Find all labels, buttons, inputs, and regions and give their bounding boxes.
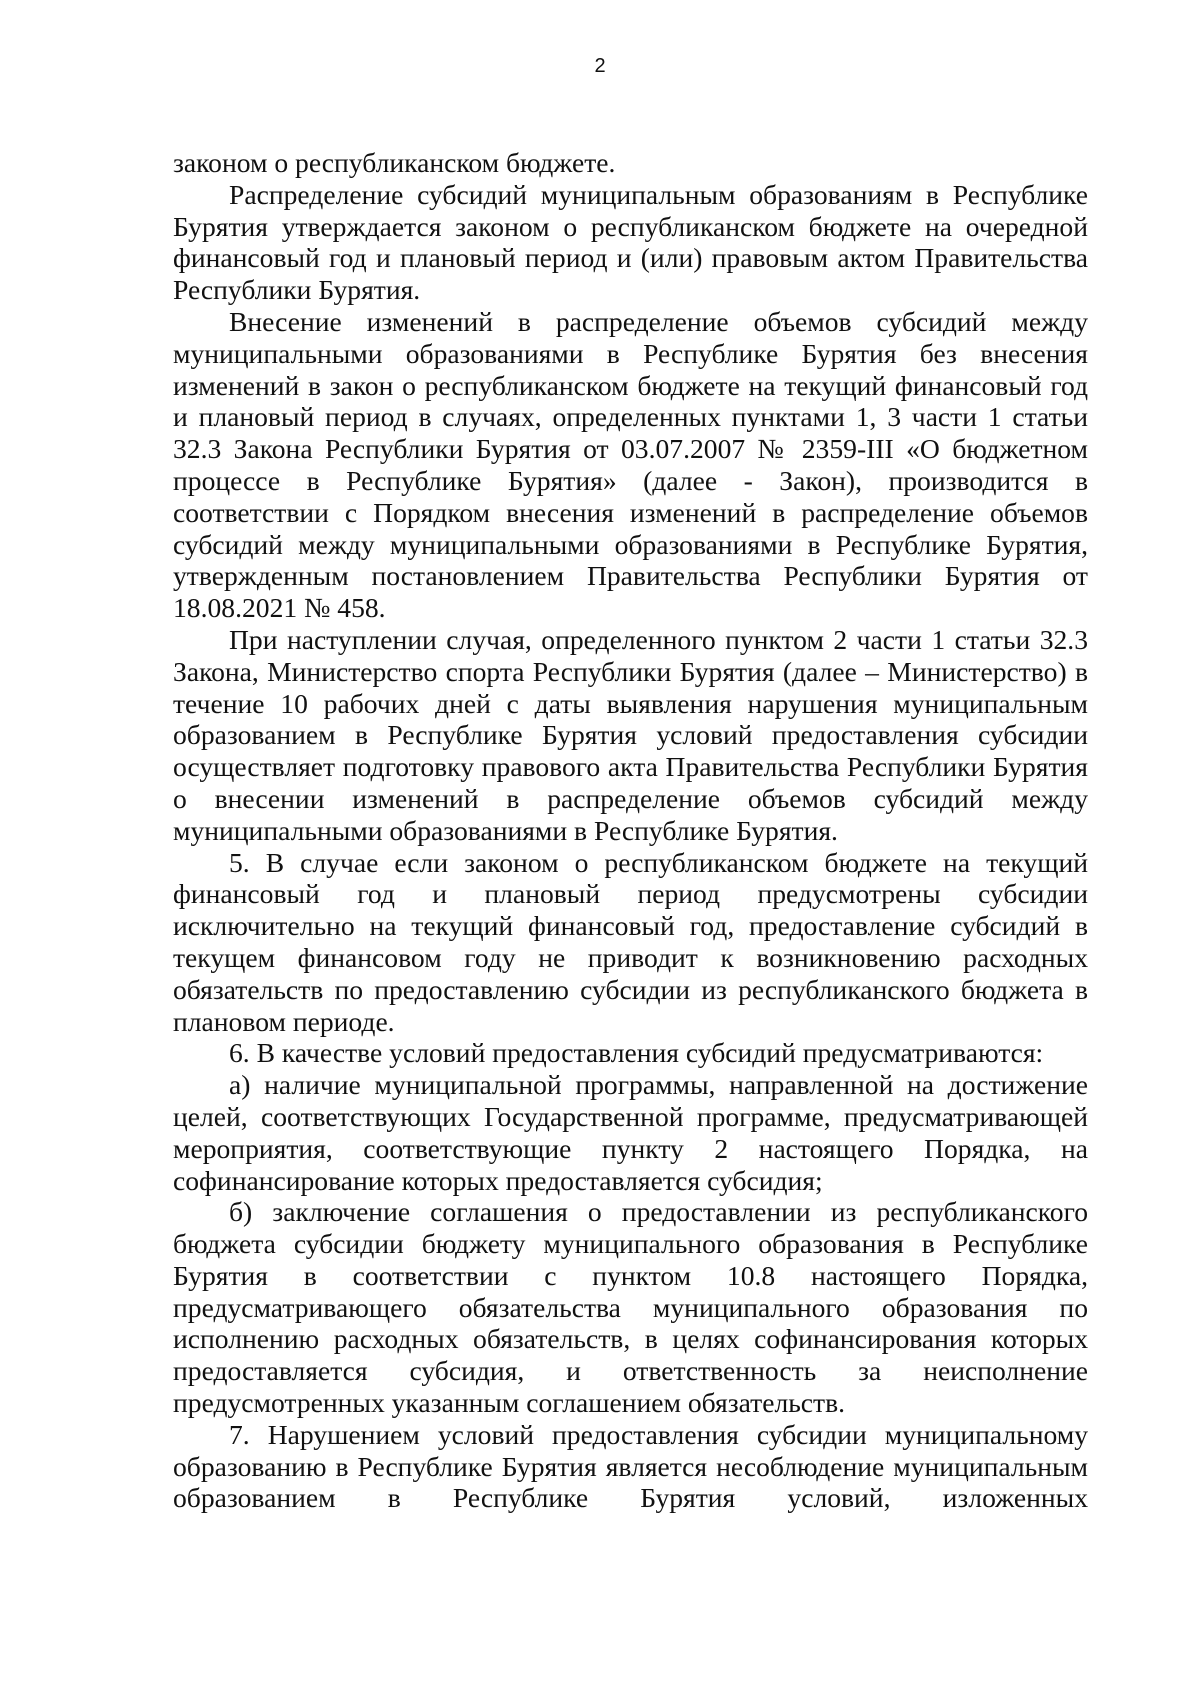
paragraph-item-5: 5. В случае если законом о республиканском бюджете на текущий финансовый год и плановый период предусмотрены субсидии исключительно на текущий финансовый год, предоставление субсидий в текущем финансовом году не приводит к возникновению расходных обязательств по предоставлению субсидии из республиканского бюджета в плановом периоде. — [173, 846, 1088, 1037]
paragraph-distribution-changes: Внесение изменений в распределение объемов субсидий между муниципальными образованиями в Республике Бурятия без внесения изменений в закон о республиканском бюджете на текущий финансовый год и плановый период в случаях, определенных пунктами 1, 3 части 1 статьи 32.3 Закона Республики Бурятия от 03.07.2007 № 2359-III «О бюджетном процессе в Республике Бурятия» (далее - Закон), производится в соответствии с Порядком внесения изменений в распределение объемов субсидий между муниципальными образованиями в Республике Бурятия, утвержденным постановлением Правительства Республики Бурятия от 18.08.2021 № 458. — [173, 305, 1088, 624]
paragraph-continuation: законом о республиканском бюджете. — [173, 147, 616, 178]
paragraph-item-6b: б) заключение соглашения о предоставлении из республиканского бюджета субсидии бюджету муниципального образования в Республике Бурятия в соответствии с пунктом 10.8 настоящего Порядка, предусматривающего обязательства муниципального образования по исполнению расходных обязательств, в целях софинансирования которых предоставляется субсидия, и ответственность за неисполнение предусмотренных указанным соглашением обязательств. — [173, 1196, 1088, 1419]
paragraph-subsidy-distribution: Распределение субсидий муниципальным образованиям в Республике Бурятия утверждается законом о республиканском бюджете на очередной финансовый год и плановый период и (или) правовым актом Правительства Республики Бурятия. — [173, 178, 1088, 306]
paragraph-item-6: 6. В качестве условий предоставления субсидий предусматриваются: — [229, 1037, 1044, 1069]
paragraph-violation-case: При наступлении случая, определенного пунктом 2 части 1 статьи 32.3 Закона, Министерство спорта Республики Бурятия (далее – Министерство) в течение 10 рабочих дней с даты выявления нарушения муниципальным образованием в Республике Бурятия условий предоставления субсидии осуществляет подготовку правового акта Правительства Республики Бурятия о внесении изменений в распределение объемов субсидий между муниципальными образованиями в Республике Бурятия. — [173, 623, 1088, 846]
paragraph-item-6a: а) наличие муниципальной программы, направленной на достижение целей, соответствующих Государственной программе, предусматривающей мероприятия, соответствующие пункту 2 настоящего Порядка, на софинансирование которых предоставляется субсидия; — [173, 1069, 1088, 1196]
page-number: 2 — [594, 55, 606, 77]
document-body — [173, 147, 1088, 1514]
paragraph-item-7: 7. Нарушением условий предоставления субсидии муниципальному образованию в Республике Бурятия является несоблюдение муниципальным образованием в Республике Бурятия условий, изложенных — [173, 1418, 1088, 1514]
